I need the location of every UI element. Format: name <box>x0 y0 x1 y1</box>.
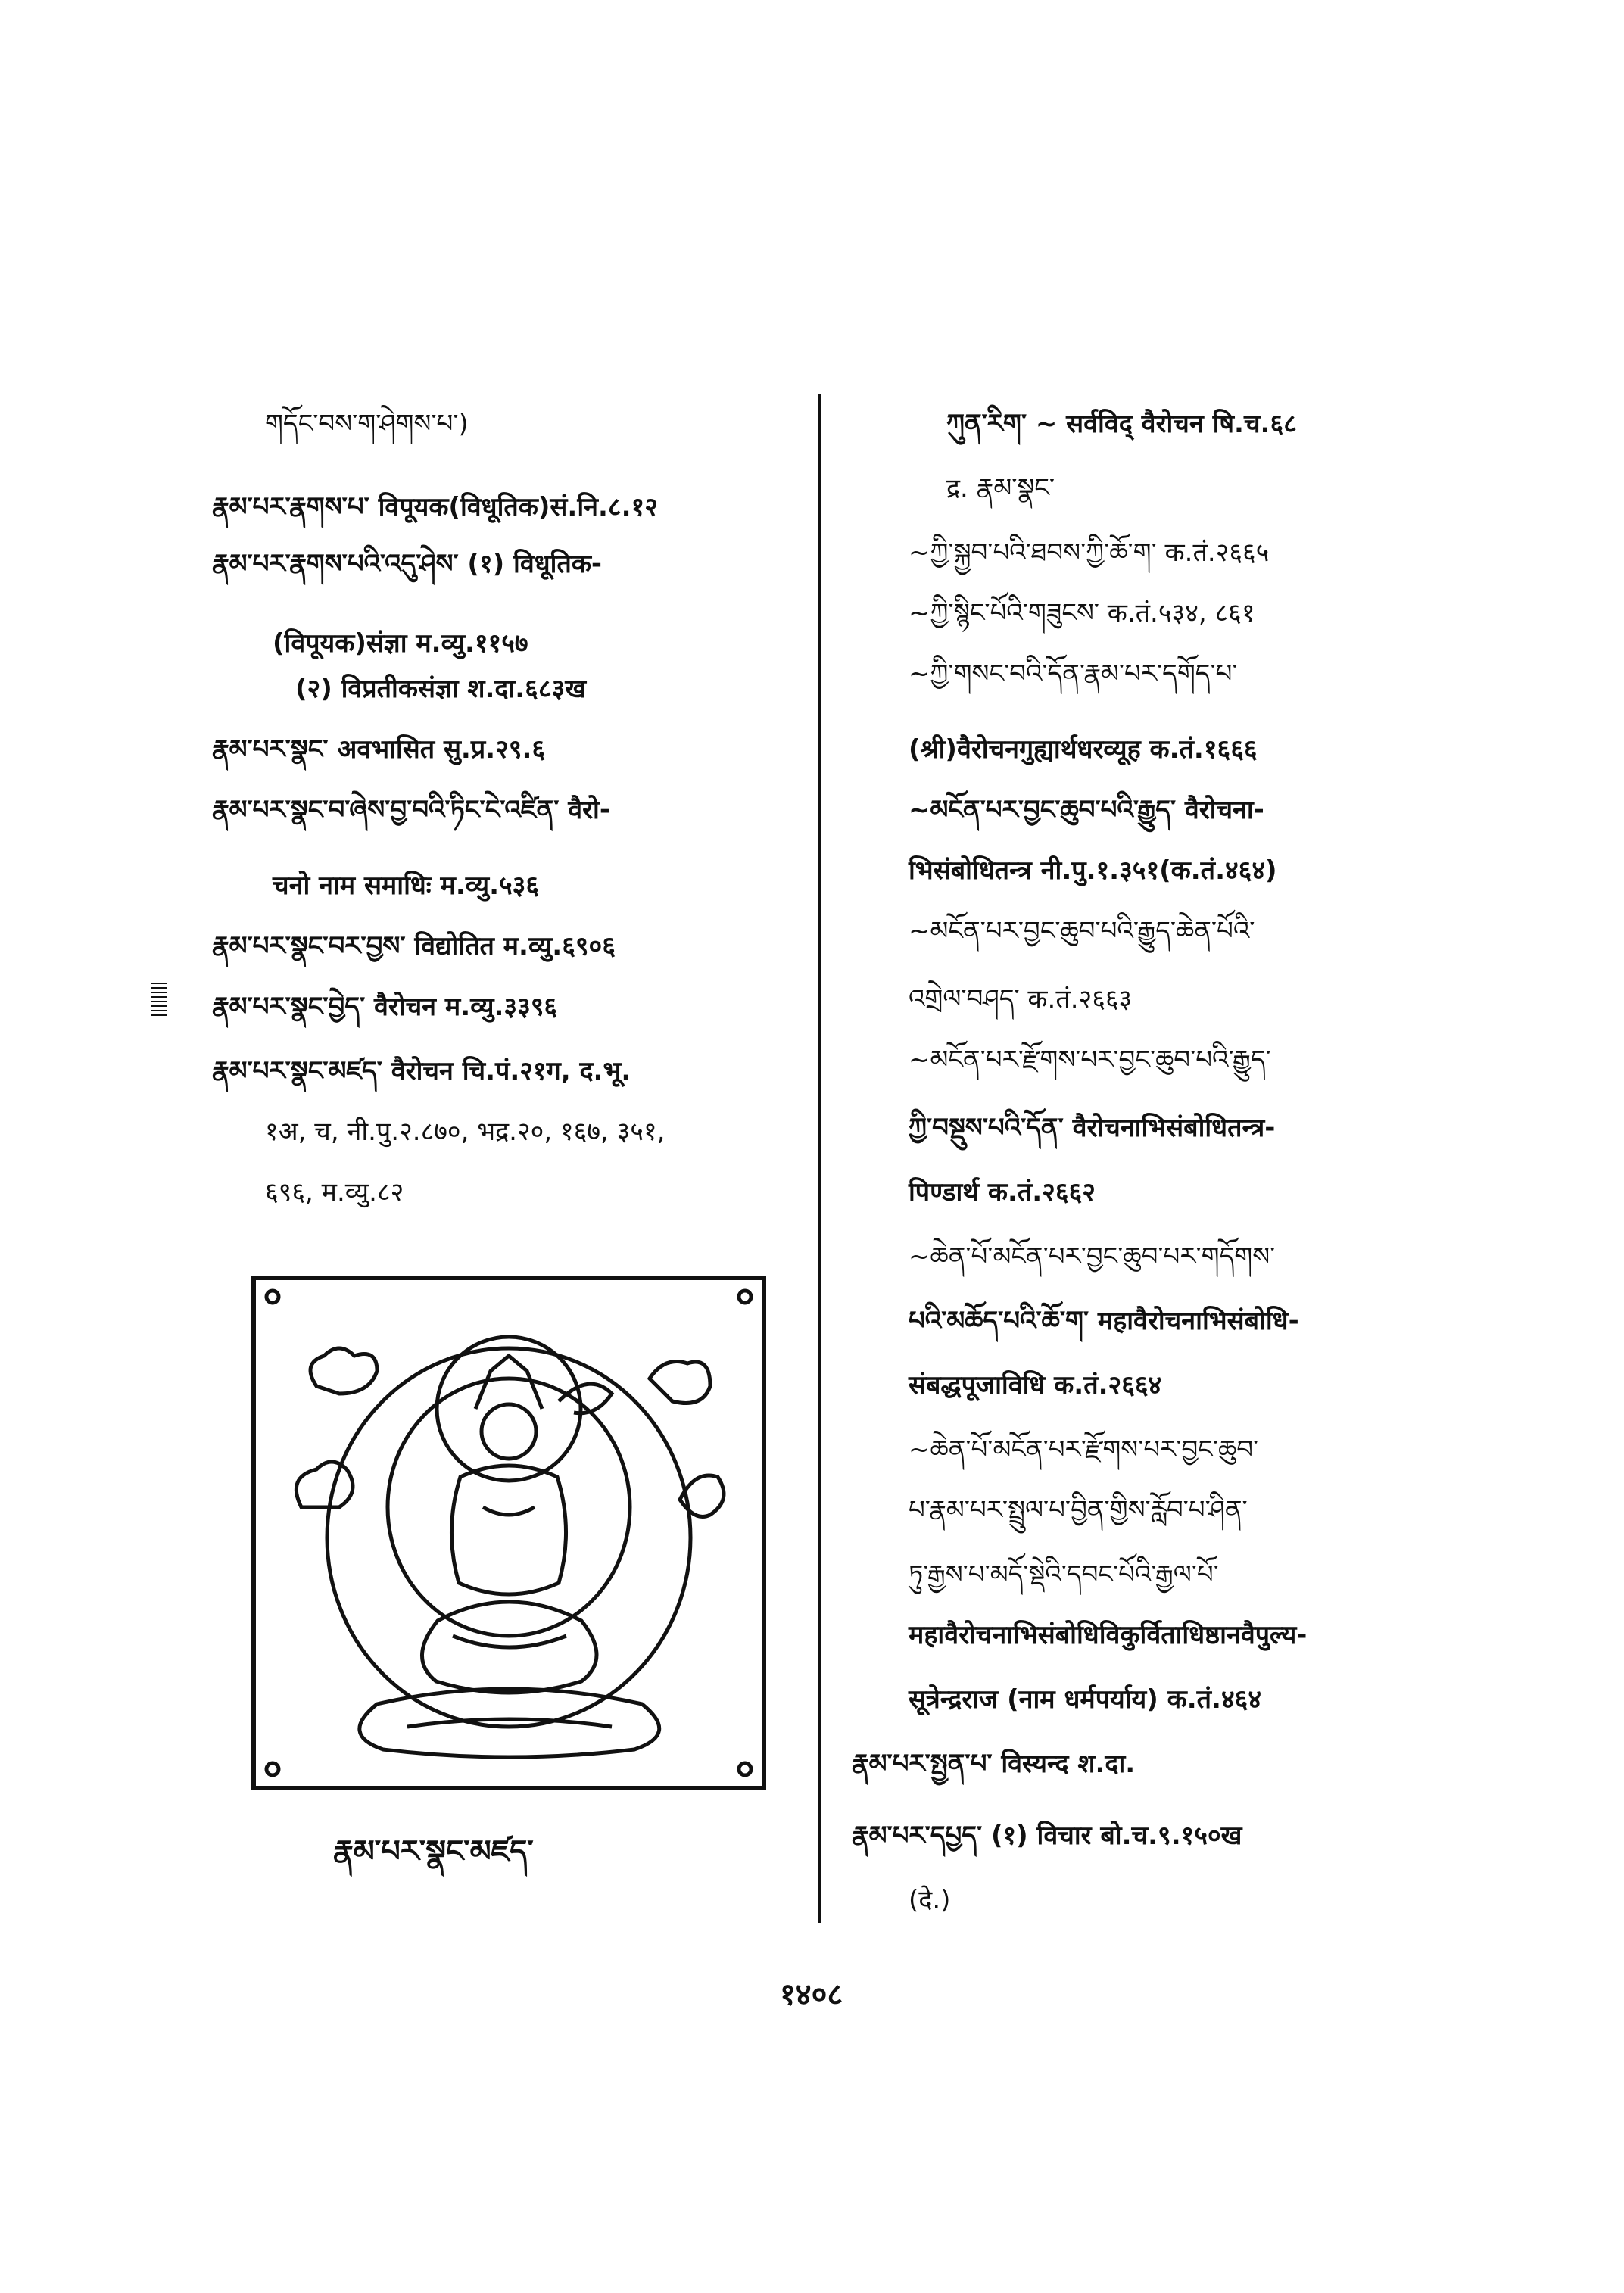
figure-caption: རྣམ་པར་སྣང་མཛད་ <box>333 1834 534 1869</box>
right-entry-line: པ་རྣམ་པར་སྤྲུལ་པ་བྱིན་གྱིས་རློབ་པ་ཤིན་ <box>909 1495 1248 1525</box>
right-entry-line: ~མངོན་པར་བྱང་ཆུབ་པའི་རྒྱུད་ वैरोचना- <box>909 795 1264 825</box>
deity-drawing <box>256 1280 762 1786</box>
right-entry-line: द्र. རྣམ་སྣང་ <box>946 473 1055 503</box>
left-entry-line: (विपूयक)संज्ञा म.व्यु.११५७ <box>273 628 528 659</box>
right-entry-line: ཀུན་རིག་ ~ सर्वविद् वैरोचन षि.च.६८ <box>946 409 1297 439</box>
left-entry-line: (२) विप्रतीकसंज्ञा श.दा.६८३ख <box>295 674 587 704</box>
right-entry-line: संबद्धपूजाविधि क.तं.२६६४ <box>909 1370 1162 1400</box>
right-entry-line: महावैरोचनाभिसंबोधिविकुर्विताधिष्ठानवैपुल्य- <box>909 1620 1308 1650</box>
left-entry-line: རྣམ་པར་སྣང་མཛད་ वैरोचन चि.पं.२१ग, द.भू. <box>212 1056 631 1086</box>
left-entry-line: རྣམ་པར་སྣང་བ་ཞེས་བྱ་བའི་ཏིང་ངེ་འཛིན་ वैरो- <box>212 795 610 825</box>
margin-marker <box>149 980 169 1017</box>
left-entry-line: རྣམ་པར་སྣང་བར་བྱས་ विद्योतित म.व्यु.६९०६ <box>212 931 616 961</box>
right-entry-line: ཏུ་རྒྱས་པ་མདོ་སྡེའི་དབང་པོའི་རྒྱལ་པོ་ <box>909 1559 1219 1590</box>
left-entry-line: १अ, च, नी.पु.२.८७०, भद्र.२०, १६७, ३५१, <box>265 1117 665 1147</box>
right-entry-line: ~མངོན་པར་རྫོགས་པར་བྱང་ཆུབ་པའི་རྒྱུད་ <box>909 1045 1271 1075</box>
vairocana-illustration <box>251 1276 766 1790</box>
left-entry-line: चनो नाम समाधिः म.व्यु.५३६ <box>273 871 540 901</box>
left-entry-line: རྣམ་པར་རྣགས་པ་ विपूयक(विधूतिक)सं.नि.८.१२ <box>212 492 658 522</box>
page-number: १४०८ <box>780 1977 843 2012</box>
left-entry-line: རྣམ་པར་རྣགས་པའི་འདུ་ཤེས་ (१) विधूतिक- <box>212 549 603 579</box>
left-entry-line: ६९६, म.व्यु.८२ <box>265 1177 404 1207</box>
right-entry-line: ~ཀྱི་གསང་བའི་དོན་རྣམ་པར་དགོད་པ་ <box>909 659 1238 689</box>
right-entry-line: འགྲེལ་བཤད་ क.तं.२६६३ <box>909 984 1133 1014</box>
right-entry-line: རྣམ་པར་དཔྱད་ (१) विचार बो.च.९.१५०ख <box>852 1821 1242 1851</box>
right-entry-line: ~མངོན་པར་བྱང་ཆུབ་པའི་རྒྱུད་ཆེན་པོའི་ <box>909 916 1255 946</box>
right-entry-line: པའི་མཆོད་པའི་ཆོ་ག་ महावैरोचनाभिसंबोधि- <box>909 1306 1299 1336</box>
column-divider <box>818 394 821 1923</box>
right-entry-line: ~ཆེན་པོ་མངོན་པར་བྱང་ཆུབ་པར་གདོགས་ <box>909 1242 1276 1272</box>
right-entry-line: पिण्डार्थ क.तं.२६६२ <box>909 1177 1096 1207</box>
right-entry-line: भिसंबोधितन्त्र नी.पु.१.३५१(क.तं.४६४) <box>909 855 1277 886</box>
right-entry-line: (श्री)वैरोचनगुह्यार्थधरव्यूह क.तं.१६६६ <box>909 734 1258 765</box>
right-entry-line: ~ཆེན་པོ་མངོན་པར་རྫོགས་པར་བྱང་ཆུབ་ <box>909 1435 1259 1465</box>
right-entry-line: सूत्रेन्द्रराज (नाम धर्मपर्याय) क.तं.४६४ <box>909 1684 1262 1715</box>
right-entry-line: རྣམ་པར་སྤྱན་པ་ विस्यन्द श.दा. <box>852 1749 1136 1779</box>
left-entry-line: རྣམ་པར་སྣང་བྱེད་ वैरोचन म.व्यु.३३९६ <box>212 992 558 1022</box>
left-entry-line: རྣམ་པར་སྣང་ अवभासित सु.प्र.२९.६ <box>212 734 546 765</box>
right-entry-line: ཀྱི་བསྡུས་པའི་དོན་ वैरोचनाभिसंबोधितन्त्र- <box>909 1113 1276 1143</box>
left-entry-line: གདོང་བས་ག་ཤེགས་པ་) <box>265 409 469 439</box>
right-entry-line: ~ཀྱི་སྐྱབ་པའི་ཐབས་ཀྱི་ཆོ་ག་ क.तं.२६६५ <box>909 537 1270 568</box>
right-entry-line: ~ཀྱི་སྙིང་པོའི་གཟུངས་ क.तं.५३४, ८६१ <box>909 598 1255 628</box>
right-entry-line: (दे.) <box>909 1885 951 1915</box>
